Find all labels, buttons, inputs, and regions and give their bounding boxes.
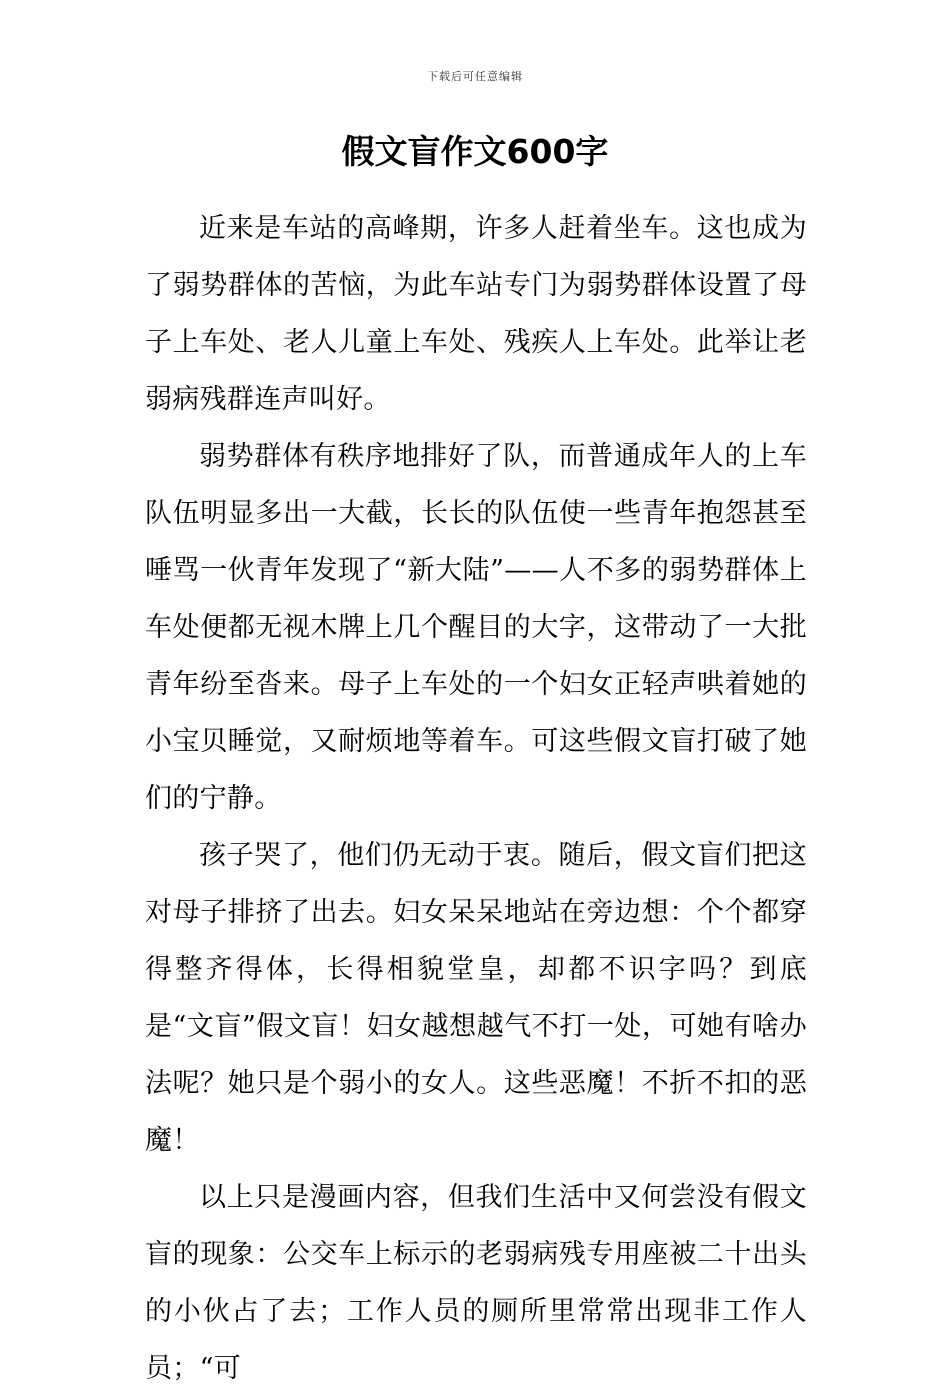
document-title: 假文盲作文600字	[341, 132, 609, 171]
paragraph: 近来是车站的高峰期，许多人赶着坐车。这也成为了弱势群体的苦恼，为此车站专门为弱势群体设置了母子上车处、老人儿童上车处、残疾人上车处。此举让老弱病残群连声叫好。	[145, 213, 807, 415]
document-body	[145, 200, 807, 1397]
paragraph: 以上只是漫画内容，但我们生活中又何尝没有假文盲的现象：公交车上标示的老弱病残专用座被二十出头的小伙占了去；工作人员的厕所里常常出现非工作人员；“可	[145, 1182, 807, 1384]
paragraph: 弱势群体有秩序地排好了队，而普通成年人的上车队伍明显多出一大截，长长的队伍使一些青年抱怨甚至唾骂一伙青年发现了“新大陆”——人不多的弱势群体上车处便都无视木牌上几个醒目的大字，这带动了一大批青年纷至沓来。母子上车处的一个妇女正轻声哄着她的小宝贝睡觉，又耐烦地等着车。可这些假文盲打破了她们的宁静。	[145, 441, 807, 814]
paragraph: 孩子哭了，他们仍无动于衷。随后，假文盲们把这对母子排挤了出去。妇女呆呆地站在旁边想：个个都穿得整齐得体，长得相貌堂皇，却都不识字吗？到底是“文盲”假文盲！妇女越想越气不打一处，可她有啥办法呢？她只是个弱小的女人。这些恶魔！不折不扣的恶魔！	[145, 840, 807, 1156]
header-note: 下载后可任意编辑	[427, 70, 523, 83]
